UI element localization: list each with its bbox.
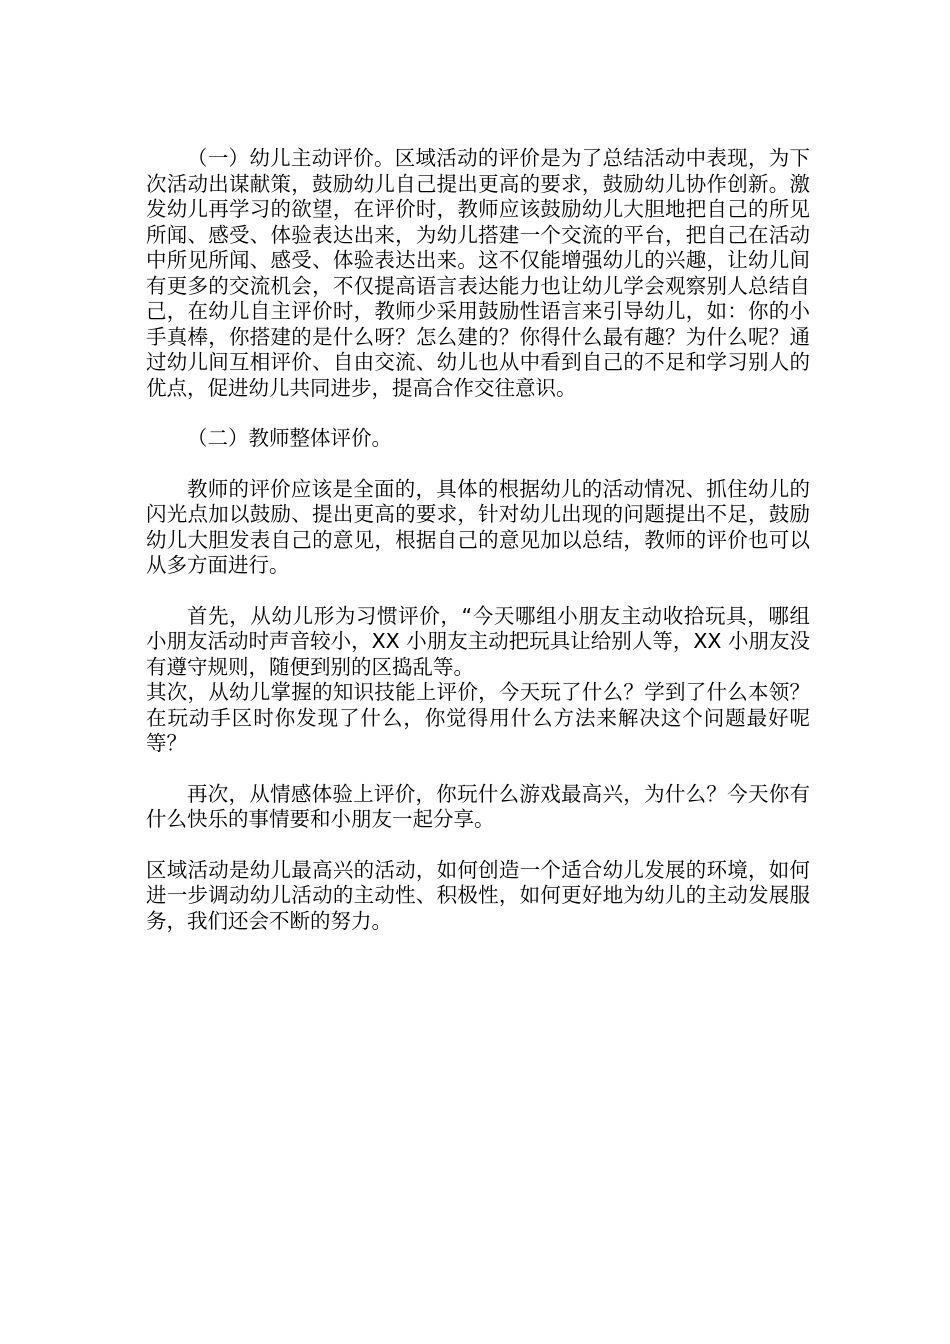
paragraph-first-habit-evaluation: 首先，从幼儿形为习惯评价，“今天哪组小朋友主动收拾玩具，哪组小朋友活动时声音较小，XX 小朋友主动把玩具让给别人等，XX 小朋友没有遵守规则，随便到别的区捣乱等。 bbox=[146, 603, 810, 679]
paragraph-conclusion: 区域活动是幼儿最高兴的活动，如何创造一个适合幼儿发展的环境，如何进一步调动幼儿活动的主动性、积极性，如何更好地为幼儿的主动发展服务，我们还会不断的努力。 bbox=[146, 857, 810, 933]
paragraph-third-emotion-evaluation: 再次，从情感体验上评价，你玩什么游戏最高兴，为什么？今天你有什么快乐的事情要和小朋友一起分享。 bbox=[146, 781, 810, 831]
paragraph-teacher-evaluation: 教师的评价应该是全面的，具体的根据幼儿的活动情况、抓住幼儿的闪光点加以鼓励、提出更高的要求，针对幼儿出现的问题提出不足，鼓励幼儿大胆发表自己的意见，根据自己的意见加以总结，教师的评价也可以从多方面进行。 bbox=[146, 476, 810, 577]
paragraph-second-knowledge-evaluation: 其次，从幼儿掌握的知识技能上评价，今天玩了什么？学到了什么本领？在玩动手区时你发现了什么，你觉得用什么方法来解决这个问题最好呢等？ bbox=[146, 680, 810, 755]
paragraph-child-self-evaluation: （一）幼儿主动评价。区域活动的评价是为了总结活动中表现，为下次活动出谋献策，鼓励幼儿自己提出更高的要求，鼓励幼儿协作创新。激发幼儿再学习的欲望，在评价时，教师应该鼓励幼儿大胆地把自己的所见所闻、感受、体验表达出来，为幼儿搭建一个交流的平台，把自己在活动中所见所闻、感受、体验表达出来。这不仅能增强幼儿的兴趣，让幼儿间有更多的交流机会，不仅提高语言表达能力也让幼儿学会观察别人总结自己，在幼儿自主评价时，教师少采用鼓励性语言来引导幼儿，如：你的小手真棒，你搭建的是什么呀？怎么建的？你得什么最有趣？为什么呢？通过幼儿间互相评价、自由交流、幼儿也从中看到自己的不足和学习别人的优点，促进幼儿共同进步，提高合作交往意识。 bbox=[146, 146, 810, 400]
document-body bbox=[146, 146, 810, 934]
heading-teacher-evaluation: （二）教师整体评价。 bbox=[187, 426, 392, 450]
